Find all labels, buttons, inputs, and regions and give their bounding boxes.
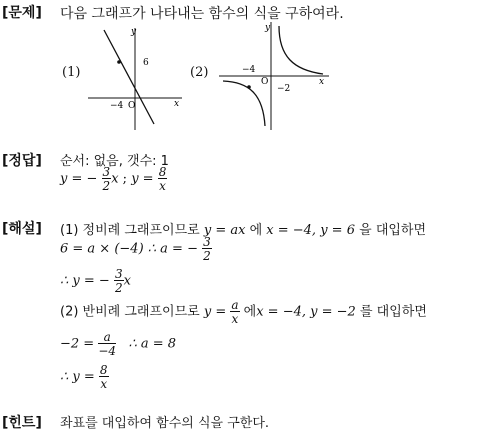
- graph1: [82, 22, 188, 134]
- graph2-axis-y: y: [265, 23, 271, 33]
- hint-tag: [힌트]: [2, 415, 42, 431]
- answer-eq1-fraction: $\frac{3}{2}$: [102, 165, 111, 193]
- answer-eq2-fraction: $\frac{8}{x}$: [158, 165, 167, 193]
- explanation-line2: 6 = a × (−4) ∴ a = − $\frac{3}{2}$: [60, 235, 211, 263]
- graph2-tick-y: −2: [277, 84, 291, 94]
- graph2-origin: O: [261, 77, 269, 87]
- graph1-axis-y: y: [131, 27, 137, 37]
- graph1-tick-x: −4: [110, 101, 124, 111]
- answer-line1: 순서: 없음, 갯수: 1: [60, 154, 169, 169]
- answer-equations: y = − $\frac{3}{2}$ x ; y = $\frac{8}{x}$: [60, 165, 167, 193]
- graph2-axis-x: x: [319, 77, 325, 87]
- graph1-label: (1): [62, 65, 81, 80]
- explanation-line3: ∴ y = − $\frac{3}{2}$ x: [60, 267, 131, 295]
- answer-separator: ;: [122, 171, 128, 187]
- graph2: [215, 18, 331, 132]
- answer-eq2-lhs: y =: [131, 171, 154, 187]
- answer-eq1-lhs: y = −: [60, 171, 98, 187]
- graph1-tick-y: 6: [143, 58, 149, 68]
- explanation-line5: −2 = $\frac{a}{-4}$ ∴ a = 8: [60, 330, 177, 358]
- graph1-axis-x: x: [174, 99, 180, 109]
- explanation-line6: ∴ y = $\frac{8}{x}$: [60, 363, 108, 391]
- graph2-tick-x: −4: [242, 65, 256, 75]
- graph2-label: (2): [190, 65, 209, 80]
- problem-text: 다음 그래프가 나타내는 함수의 식을 구하여라.: [60, 6, 344, 22]
- explanation-tag: [해설]: [2, 221, 42, 237]
- problem-tag: [문제]: [2, 5, 42, 21]
- answer-tag: [정답]: [2, 153, 42, 169]
- hint-text: 좌표를 대입하여 함수의 식을 구한다.: [60, 416, 270, 431]
- explanation-line4: (2) 반비례 그래프이므로 y = $\frac{a}{x}$ 에x = −4, y = −2 를 대입하면: [60, 298, 427, 326]
- explanation-line1: (1) 정비례 그래프이므로 y = ax 에 x = −4, y = 6 을 대입하면: [60, 223, 427, 238]
- graph1-origin: O: [128, 101, 136, 111]
